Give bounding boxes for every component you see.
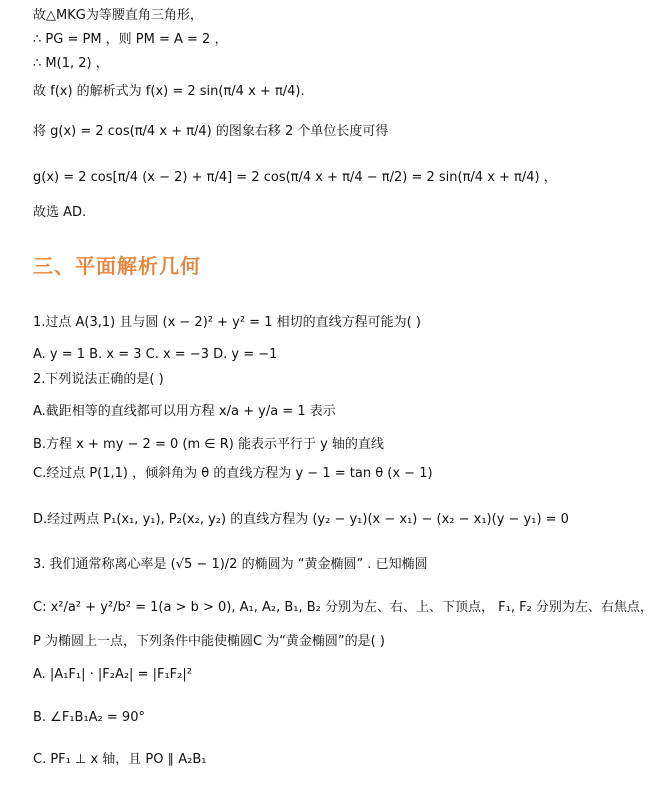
derivation-line-3: ∴ M(1, 2) ，: [33, 56, 109, 71]
derivation-line-4: 故 f(x) 的解析式为 f(x) = 2 sin(π/4 x + π/4).: [33, 84, 305, 99]
q3-option-a: A. |A₁F₁| · |F₂A₂| = |F₁F₂|²: [33, 667, 192, 682]
q1-stem: 1.过点 A(3,1) 且与圆 (x − 2)² + y² = 1 相切的直线方程可能为( ): [33, 315, 421, 330]
q2-stem: 2.下列说法正确的是( ): [33, 372, 164, 387]
q3-option-b: B. ∠F₁B₁A₂ = 90°: [33, 710, 145, 725]
q2-option-a: A.截距相等的直线都可以用方程 x/a + y/a = 1 表示: [33, 404, 336, 419]
q3-stem-line-2: C: x²/a² + y²/b² = 1(a > b > 0), A₁, A₂, B₁, B₂ 分别为左、右、上、下顶点， F₁, F₂ 分别为左、右焦点，: [33, 600, 653, 615]
q1-options: A. y = 1 B. x = 3 C. x = −3 D. y = −1: [33, 347, 278, 362]
section-title: 三、平面解析几何: [33, 254, 201, 278]
q2-option-c: C.经过点 P(1,1) ，倾斜角为 θ 的直线方程为 y − 1 = tan θ (x − 1): [33, 466, 433, 481]
derivation-line-5: 将 g(x) = 2 cos(π/4 x + π/4) 的图象右移 2 个单位长度可得: [33, 124, 389, 139]
q2-option-b: B.方程 x + my − 2 = 0 (m ∈ R) 能表示平行于 y 轴的直线: [33, 437, 384, 452]
q3-stem-line-3: P 为椭圆上一点，下列条件中能使椭圆C 为“黄金椭圆”的是( ): [33, 634, 385, 649]
derivation-line-2: ∴ PG = PM ，则 PM = A = 2 ，: [33, 32, 228, 47]
q3-option-c: C. PF₁ ⊥ x 轴，且 PO ∥ A₂B₁: [33, 752, 207, 767]
derivation-line-6: g(x) = 2 cos[π/4 (x − 2) + π/4] = 2 cos(π/4 x + π/4 − π/2) = 2 sin(π/4 x + π/4) ，: [33, 170, 557, 185]
derivation-line-7: 故选 AD.: [33, 205, 87, 220]
q3-stem-line-1: 3. 我们通常称离心率是 (√5 − 1)/2 的椭圆为 “黄金椭圆” . 已知椭圆: [33, 557, 428, 572]
derivation-line-1: 故△MKG为等腰直角三角形，: [33, 8, 203, 23]
q2-option-d: D.经过两点 P₁(x₁, y₁), P₂(x₂, y₂) 的直线方程为 (y₂ − y₁)(x − x₁) − (x₂ − x₁)(y − y₁) = 0: [33, 512, 569, 527]
